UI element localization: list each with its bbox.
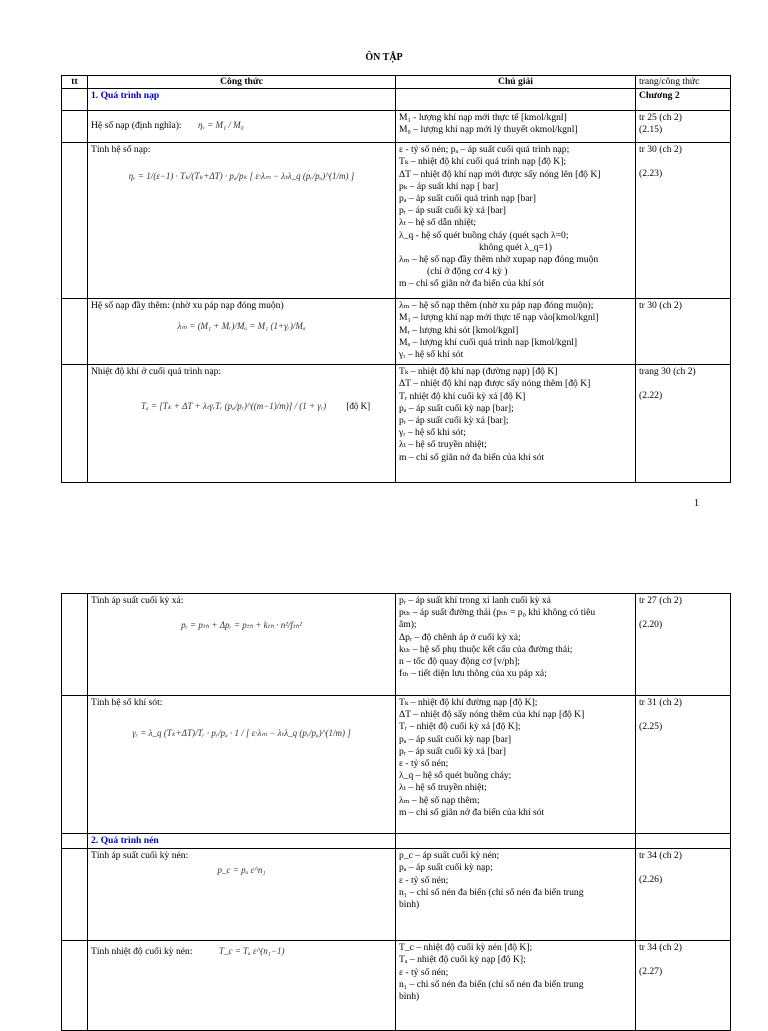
review-table-page1 (61, 75, 731, 483)
note-line: M₁ - lượng khí nạp mới thực tế [kmol/kgnl] (399, 112, 567, 124)
row-label: Tính hệ số nạp: (91, 144, 151, 156)
formula-number: (2.22) (639, 390, 663, 402)
page-ref: tr 31 (ch 2) (639, 697, 682, 708)
header-page: trang/công thức (636, 76, 731, 89)
page-ref: trang 30 (ch 2) (639, 366, 696, 378)
table-row (62, 111, 731, 143)
note-line: Tₖ – nhiệt độ khí nạp (đường nạp) [độ K] (399, 366, 558, 378)
note-line: Tₐ – nhiệt độ cuối kỳ nạp [độ K]; (399, 954, 526, 966)
note-line: ΔT – nhiệt độ khí nạp mới được sấy nóng lên [độ K] (399, 168, 601, 180)
formula: ηᵥ = M₁ / M₀ (198, 120, 244, 131)
note-line: pᵣ – áp suất cuối kỳ xả [bar] (399, 745, 506, 757)
header-formula: Công thức (88, 76, 396, 89)
note-line: m – chỉ số giãn nở đa biến của khí sót (399, 806, 545, 818)
note-line: bình) (399, 899, 420, 911)
formula-number: (2.15) (639, 124, 663, 136)
table-header (62, 76, 731, 89)
row-label: Tính áp suất cuối kỳ nén: (91, 850, 189, 862)
formula-unit: [độ K] (346, 401, 371, 412)
header-notes: Chú giải (396, 76, 636, 89)
row-label: Tính nhiệt độ cuối kỳ nén: (91, 946, 193, 958)
note-line: pᵣ – áp suất khí trong xi lanh cuối kỳ xả (399, 595, 551, 606)
page-ref: tr 27 (ch 2) (639, 595, 682, 606)
formula-number: (2.25) (639, 721, 663, 733)
note-line: ΔT – nhiệt độ khí nạp được sấy nóng thêm [độ K] (399, 378, 591, 390)
page-ref: tr 34 (ch 2) (639, 850, 682, 862)
note-line: λₜ – hệ số truyền nhiệt; (399, 439, 487, 451)
formula: pᵣ = pₜₕ + Δpᵣ = pₜₕ + kₜₕ · n²/fₜₕ² (181, 620, 302, 631)
note-line: Mᵣ – lượng khí sót [kmol/kgnl] (399, 324, 519, 336)
row-label: Hệ số nạp (định nghĩa): (91, 120, 182, 132)
note-line: γᵣ – hệ số khí sót; (399, 427, 466, 439)
row-label: Hệ số nạp đầy thêm: (nhờ xu páp nạp đóng muộn) (91, 300, 284, 312)
note-line: λ_q - hệ số quét buồng cháy (quét sạch λ=0; (399, 229, 569, 241)
note-line: Tᵣ nhiệt độ khí cuối kỳ xả [độ K] (399, 390, 526, 402)
note-line: m – chỉ số giãn nở đa biến của khí sót (399, 451, 545, 463)
note-line: Tₖ – nhiệt độ khí cuối quá trình nạp [độ K]; (399, 156, 567, 168)
note-line: Δpᵣ – độ chênh áp ở cuối kỳ xả; (399, 631, 521, 643)
page-ref: tr 30 (ch 2) (639, 144, 682, 156)
note-line: bình) (399, 991, 420, 1003)
table-row (62, 365, 731, 483)
formula-number: (2.27) (639, 966, 663, 978)
note-line: âm); (399, 619, 417, 631)
note-line: ε - tỷ số nén; (399, 758, 449, 770)
header-tt: tt (62, 76, 88, 89)
note-line: pₜₕ – áp suất đường thải (pₜₕ = p₀ khi không có tiêu (399, 607, 596, 619)
note-line: n₁ – chỉ số nén đa biến (chỉ số nén đa biến trung (399, 886, 584, 898)
page-ref: tr 30 (ch 2) (639, 300, 682, 312)
page-title: ÔN TẬP (365, 52, 403, 63)
note-line: pₖ – áp suất khí nạp [ bar] (399, 180, 499, 192)
note-line: ε - tỷ số nén; (399, 966, 449, 978)
formula: p_c = pₐ ε^n₁ (217, 865, 266, 876)
section-row-nap (62, 89, 731, 111)
section-title-nen: 2. Quá trình nén (91, 835, 159, 846)
note-line: Tₖ – nhiệt độ khí đường nạp [độ K]; (399, 697, 538, 708)
note-line: không quét λ_q=1) (479, 241, 552, 253)
note-line: M₀ – lượng khí nạp mới lý thuyết okmol/kgnl] (399, 124, 578, 136)
table-row (62, 594, 731, 696)
formula: Tₐ = [Tₖ + ΔT + λₜγᵣTᵣ (pₐ/pᵣ)^((m−1)/m)] / (1 + γᵣ) (141, 401, 327, 412)
formula-wrap (141, 400, 392, 412)
table-row (62, 849, 731, 941)
note-line: Tᵣ – nhiệt độ cuối kỳ xả [độ K]; (399, 721, 521, 733)
note-line: pᵣ – áp suất cuối kỳ xả [bar]; (399, 415, 509, 427)
formula: T_c = Tₐ ε^(n₁−1) (218, 946, 285, 957)
note-line: ε - tỷ số nén; pₐ – áp suất cuối quá trình nạp; (399, 144, 570, 156)
table-row (62, 941, 731, 1031)
formula: γᵣ = λ_q (Tₖ+ΔT)/Tᵣ · pᵣ/pₐ · 1 / [ ε·λₘ − λₜλ_q (pᵣ/pₐ)^(1/m) ] (132, 728, 351, 739)
formula-number: (2.26) (639, 874, 663, 886)
note-line: pᵣ – áp suất cuối kỳ xả [bar] (399, 205, 506, 217)
note-line: ε - tỷ số nén; (399, 874, 449, 886)
note-line: λₘ – hệ số nạp thêm (nhờ xu páp nạp đóng muộn); (399, 300, 594, 312)
row-label: Tính áp suất cuối kỳ xả: (91, 595, 184, 606)
formula-number: (2.23) (639, 168, 663, 180)
note-line: T_c – nhiệt độ cuối kỳ nén [độ K]; (399, 942, 533, 954)
page-number: 1 (694, 498, 699, 509)
page-ref: tr 34 (ch 2) (639, 942, 682, 954)
table-row (62, 696, 731, 834)
note-line: m – chỉ số giãn nở đa biến của khí sót (399, 278, 545, 290)
row-label: Nhiệt độ khí ở cuối quá trình nạp: (91, 366, 222, 378)
note-line: fₜₕ – tiết diện lưu thông của xu páp xả; (399, 668, 547, 680)
row-label: Tính hệ số khí sót: (91, 697, 163, 708)
note-line: (chỉ ở động cơ 4 kỳ ) (427, 266, 508, 278)
formula: ηᵥ = 1/(ε−1) · Tₖ/(Tₖ+ΔT) · pₐ/pₖ [ ε·λₘ − λₜλ_q (pᵣ/pₐ)^(1/m) ] (128, 171, 355, 182)
review-table-page2 (61, 593, 731, 1031)
note-line: ΔT – nhiệt độ sấy nóng thêm của khí nạp [độ K] (399, 709, 585, 721)
formula: λₘ = (M₁ + Mᵣ)/Mₐ = M₁ (1+γᵣ)/Mₐ (177, 321, 306, 332)
note-line: pₐ – áp suất cuối quá trình nạp [bar] (399, 193, 536, 205)
section-chapter: Chương 2 (639, 90, 680, 102)
note-line: p_c – áp suất cuối kỳ nén; (399, 850, 500, 862)
formula-number: (2.20) (639, 619, 663, 631)
note-line: M₁ – lượng khí nạp mới thực tế nạp vào[kmol/kgnl] (399, 312, 599, 324)
section-row-nen (62, 834, 731, 849)
note-line: Mₐ – lượng khí cuối quá trình nạp [kmol/kgnl] (399, 336, 578, 348)
note-line: n₁ – chỉ số nén đa biến (chỉ số nén đa biến trung (399, 978, 584, 990)
note-line: λ_q – hệ số quét buồng cháy; (399, 770, 512, 782)
note-line: λₘ – hệ số nạp thêm; (399, 794, 480, 806)
table-row (62, 299, 731, 365)
section-title-nap: 1. Quá trình nạp (91, 90, 160, 102)
page-ref: tr 25 (ch 2) (639, 112, 682, 124)
note-line: γᵣ – hệ số khí sót (399, 349, 464, 361)
table-row (62, 143, 731, 299)
note-line: n – tốc độ quay động cơ [v/ph]; (399, 656, 520, 668)
note-line: λₜ – hệ số dẫn nhiệt; (399, 217, 477, 229)
note-line: pₐ – áp suất cuối kỳ nạp [bar] (399, 733, 512, 745)
note-line: pₐ – áp suất cuối kỳ nạp [bar]; (399, 402, 514, 414)
note-line: λₘ – hệ số nạp đầy thêm nhờ xupap nạp đóng muộn (399, 254, 599, 266)
note-line: pₐ – áp suất cuối kỳ nạp; (399, 862, 493, 874)
note-line: λₜ – hệ số truyền nhiệt; (399, 782, 487, 794)
note-line: kₜₕ – hệ số phụ thuộc kết cấu của đường thải; (399, 643, 573, 655)
